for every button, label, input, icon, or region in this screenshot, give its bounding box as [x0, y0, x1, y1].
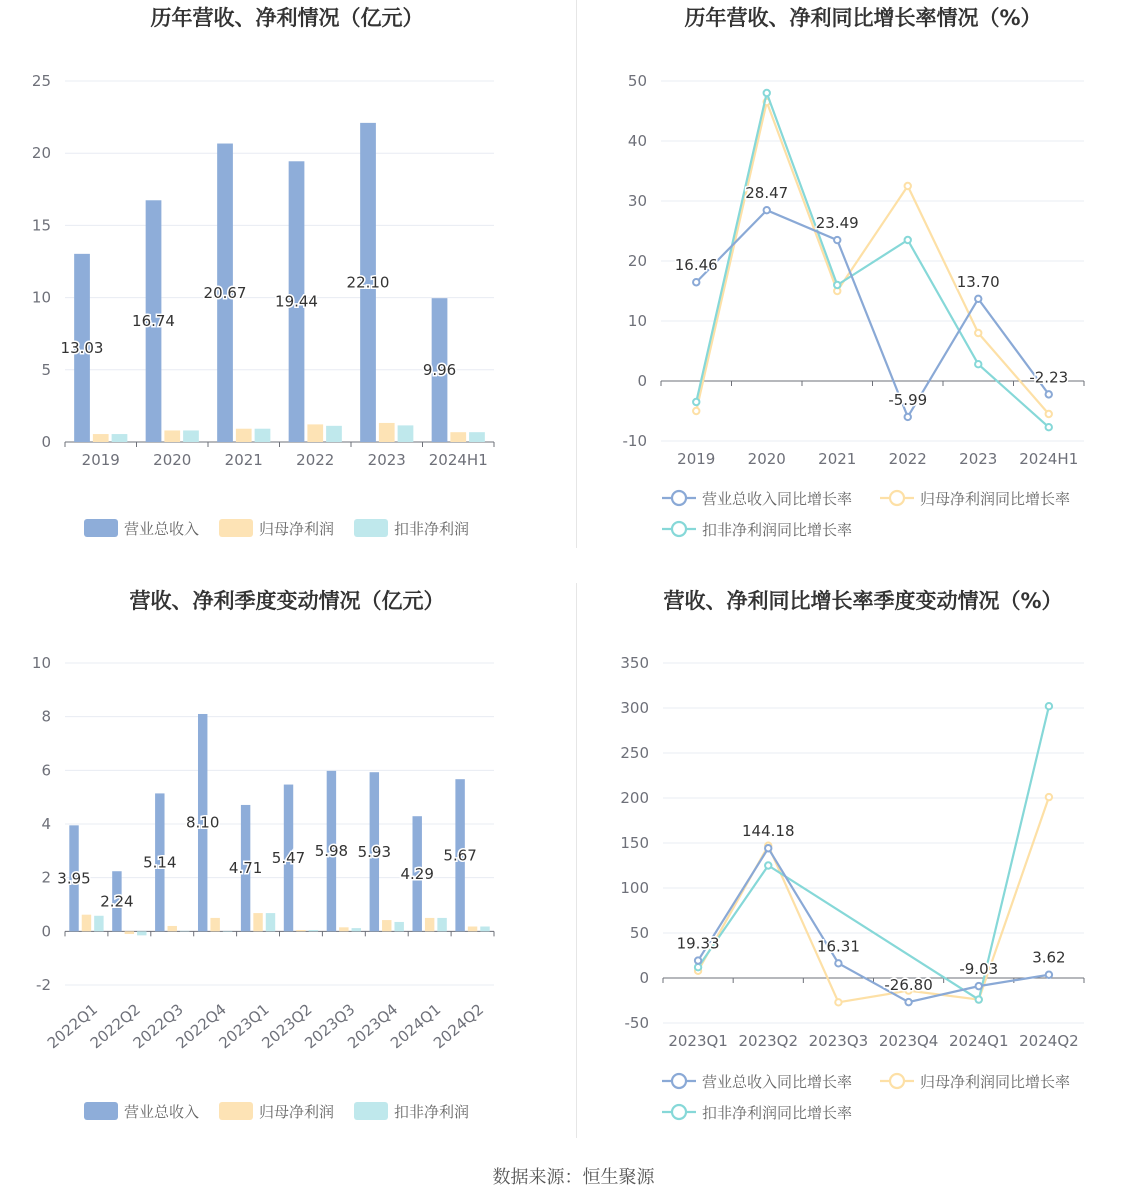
data-point: [1046, 703, 1052, 709]
panel-divider: [576, 0, 577, 548]
bar-deducted-profit: [469, 432, 485, 442]
data-label: 5.14: [143, 853, 177, 872]
x-tick-label: 2024Q2: [1019, 1032, 1079, 1050]
data-point: [975, 296, 981, 302]
legend-label: 归母净利润: [259, 1103, 335, 1121]
x-tick-label: 2023: [959, 450, 998, 468]
data-label: 5.47: [271, 848, 306, 867]
bar-parent-profit: [168, 926, 177, 931]
bar-parent-profit: [82, 915, 91, 932]
x-tick-label: 2019: [677, 450, 716, 468]
bar-deducted-profit: [137, 931, 146, 935]
data-point: [905, 237, 911, 243]
data-point: [1046, 972, 1052, 978]
y-tick-label: 0: [41, 433, 51, 451]
x-tick-label: 2023Q1: [215, 1000, 273, 1053]
data-point: [695, 964, 701, 970]
y-tick-label: 350: [620, 654, 649, 672]
data-point: [765, 862, 771, 868]
y-tick-label: 200: [620, 789, 649, 807]
x-tick-label: 2023: [367, 451, 406, 469]
bar-parent-profit: [379, 423, 395, 442]
y-tick-label: 50: [629, 924, 649, 942]
bar-deducted-profit: [480, 927, 489, 932]
x-tick-label: 2022Q2: [86, 1000, 144, 1053]
y-tick-label: 10: [627, 312, 647, 330]
x-tick-label: 2023Q1: [668, 1032, 728, 1050]
data-point: [765, 845, 771, 851]
y-tick-label: 40: [627, 132, 647, 150]
legend-label: 扣非净利润: [394, 520, 470, 538]
bar-deducted-profit: [255, 429, 271, 442]
legend-label: 扣非净利润同比增长率: [702, 521, 853, 539]
x-tick-label: 2023Q3: [808, 1032, 869, 1050]
bar-deducted-profit: [112, 434, 128, 442]
data-label: 5.98: [314, 842, 349, 861]
data-point: [693, 399, 699, 405]
x-tick-label: 2021: [818, 450, 857, 468]
data-label: 5.67: [443, 846, 477, 865]
chart-title: 历年营收、净利情况（亿元）: [150, 6, 424, 30]
legend-label: 营业总收入同比增长率: [702, 490, 853, 508]
y-tick-label: 20: [31, 144, 51, 163]
y-tick-label: 25: [31, 72, 51, 90]
y-tick-label: 6: [41, 761, 51, 780]
x-tick-label: 2022: [296, 451, 335, 469]
bar-parent-profit: [339, 927, 348, 931]
legend-marker: [672, 1074, 686, 1088]
x-tick-label: 2022Q4: [172, 1000, 230, 1053]
legend-label: 归母净利润同比增长率: [920, 490, 1071, 508]
y-tick-label: 250: [620, 744, 649, 762]
data-label: 3.62: [1032, 948, 1066, 967]
x-tick-label: 2020: [153, 451, 192, 469]
panel-divider: [576, 583, 577, 1138]
y-tick-label: 4: [41, 815, 51, 833]
data-point: [835, 960, 841, 966]
bar-deducted-profit: [223, 931, 232, 932]
y-tick-label: -2: [36, 976, 51, 994]
data-label: 19.44: [275, 292, 318, 311]
x-tick-label: 2024H1: [1019, 450, 1079, 468]
bar-parent-profit: [468, 927, 477, 932]
bar-deducted-profit: [352, 928, 361, 931]
data-point: [1046, 794, 1052, 800]
legend-marker: [890, 1074, 904, 1088]
x-tick-label: 2023Q4: [878, 1032, 939, 1050]
data-point: [905, 414, 911, 420]
bar-deducted-profit: [180, 931, 189, 932]
bar-deducted-profit: [398, 425, 414, 442]
y-tick-label: 10: [31, 288, 51, 307]
bar-parent-profit: [253, 913, 262, 931]
data-label: 19.33: [676, 934, 720, 953]
y-tick-label: 300: [620, 699, 649, 717]
data-point: [835, 999, 841, 1005]
data-label: 8.10: [186, 813, 220, 832]
x-tick-label: 2020: [747, 450, 786, 468]
x-tick-label: 2019: [81, 451, 120, 469]
legend-label: 营业总收入同比增长率: [702, 1073, 853, 1091]
bar-parent-profit: [125, 931, 134, 934]
y-tick-label: -10: [622, 432, 647, 450]
bar-deducted-profit: [94, 916, 103, 932]
data-point: [1046, 411, 1052, 417]
legend-label: 归母净利润: [259, 520, 335, 538]
legend-marker: [890, 491, 904, 505]
data-source: 数据来源：恒生聚源: [492, 1167, 655, 1188]
data-label: 13.03: [60, 338, 104, 357]
annual-growth-chart: [576, 0, 1147, 560]
chart-title: 历年营收、净利同比增长率情况（%）: [684, 6, 1042, 30]
legend-swatch: [84, 1102, 118, 1120]
x-tick-label: 2024Q2: [429, 1000, 488, 1053]
x-tick-label: 2024Q1: [948, 1032, 1009, 1050]
quarterly-bar-panel: [0, 583, 574, 1163]
annual-growth-panel: [576, 0, 1147, 580]
bar-deducted-profit: [394, 922, 403, 931]
y-tick-label: 0: [41, 922, 51, 941]
legend-label: 扣非净利润同比增长率: [702, 1104, 853, 1122]
y-tick-label: 15: [31, 216, 51, 235]
bar-deducted-profit: [266, 913, 275, 931]
y-tick-label: 2: [41, 868, 51, 887]
y-tick-label: 100: [620, 879, 649, 897]
data-point: [976, 996, 982, 1002]
legend-marker: [672, 491, 686, 505]
data-point: [975, 361, 981, 367]
series-line: [698, 706, 1049, 999]
chart-title: 营收、净利季度变动情况（亿元）: [129, 589, 445, 613]
legend-label: 归母净利润同比增长率: [920, 1073, 1071, 1091]
x-tick-label: 2023Q2: [738, 1032, 799, 1050]
legend-label: 扣非净利润: [394, 1103, 470, 1121]
data-label: 16.74: [132, 312, 175, 331]
y-tick-label: 20: [627, 252, 647, 270]
data-label: -2.23: [1029, 368, 1069, 387]
data-label: 4.29: [400, 864, 434, 883]
data-label: 16.46: [674, 256, 718, 275]
data-point: [834, 237, 840, 243]
y-tick-label: 0: [639, 969, 649, 987]
legend-swatch: [84, 519, 118, 537]
series-line: [696, 102, 1049, 414]
data-label: 22.10: [346, 273, 390, 292]
data-point: [693, 408, 699, 414]
y-tick-label: -50: [624, 1014, 649, 1032]
bar-parent-profit: [307, 424, 323, 442]
y-tick-label: 150: [620, 834, 649, 852]
x-tick-label: 2023Q2: [258, 1000, 316, 1053]
data-label: 2.24: [100, 892, 134, 911]
data-point: [764, 90, 770, 96]
data-label: 4.71: [228, 859, 263, 878]
bar-deducted-profit: [309, 930, 318, 931]
data-label: -9.03: [959, 960, 999, 979]
data-point: [905, 999, 911, 1005]
data-point: [905, 183, 911, 189]
data-label: 28.47: [745, 184, 789, 203]
data-label: 16.31: [816, 937, 860, 956]
data-label: 13.70: [956, 272, 1000, 291]
bar-parent-profit: [236, 429, 252, 442]
x-tick-label: 2021: [224, 451, 263, 469]
series-line: [696, 93, 1049, 427]
bar-deducted-profit: [437, 918, 446, 931]
chart-title: 营收、净利同比增长率季度变动情况（%）: [663, 589, 1063, 613]
legend-swatch: [219, 1102, 253, 1120]
data-label: 5.93: [357, 842, 392, 861]
x-tick-label: 2023Q4: [344, 1000, 402, 1053]
data-point: [764, 207, 770, 213]
y-tick-label: 50: [627, 72, 647, 90]
data-point: [1046, 391, 1052, 397]
bar-parent-profit: [210, 918, 219, 931]
x-tick-label: 2022Q3: [129, 1000, 187, 1053]
legend-marker: [672, 522, 686, 536]
bar-parent-profit: [164, 430, 180, 442]
legend-label: 营业总收入: [124, 1103, 200, 1121]
data-point: [975, 330, 981, 336]
data-label: 9.96: [422, 361, 457, 380]
data-point: [693, 279, 699, 285]
bar-deducted-profit: [183, 430, 199, 442]
data-label: -5.99: [888, 390, 928, 409]
y-tick-label: 10: [31, 654, 51, 672]
legend-swatch: [354, 1102, 388, 1120]
y-tick-label: 30: [627, 192, 647, 210]
annual-bar-panel: [0, 0, 574, 580]
y-tick-label: 5: [41, 360, 51, 379]
quarterly-growth-panel: [576, 583, 1147, 1163]
data-point: [695, 957, 701, 963]
data-point: [976, 983, 982, 989]
x-tick-label: 2024Q1: [387, 1000, 445, 1053]
quarterly-growth-chart: [576, 583, 1147, 1143]
x-tick-label: 2022: [888, 450, 927, 468]
y-tick-label: 8: [41, 707, 51, 726]
annual-bar-chart: [0, 0, 574, 560]
legend-marker: [672, 1105, 686, 1119]
quarterly-bar-chart: [0, 583, 574, 1143]
legend-swatch: [354, 519, 388, 537]
y-tick-label: 0: [637, 372, 647, 390]
x-tick-label: 2024H1: [428, 451, 488, 469]
x-tick-label: 2023Q3: [301, 1000, 359, 1053]
bar-parent-profit: [450, 432, 466, 442]
bar-parent-profit: [425, 918, 434, 931]
data-label: 3.95: [57, 869, 91, 888]
data-label: 23.49: [815, 214, 859, 233]
data-point: [1046, 424, 1052, 430]
bar-parent-profit: [296, 930, 305, 931]
bar-parent-profit: [93, 434, 109, 442]
data-point: [834, 282, 840, 288]
bar-deducted-profit: [326, 426, 342, 442]
data-label: 20.67: [203, 283, 247, 302]
legend-swatch: [219, 519, 253, 537]
bar-parent-profit: [382, 920, 391, 931]
data-label: 144.18: [742, 822, 795, 841]
legend-label: 营业总收入: [124, 520, 200, 538]
x-tick-label: 2022Q1: [43, 1000, 102, 1053]
data-label: -26.80: [884, 976, 933, 995]
